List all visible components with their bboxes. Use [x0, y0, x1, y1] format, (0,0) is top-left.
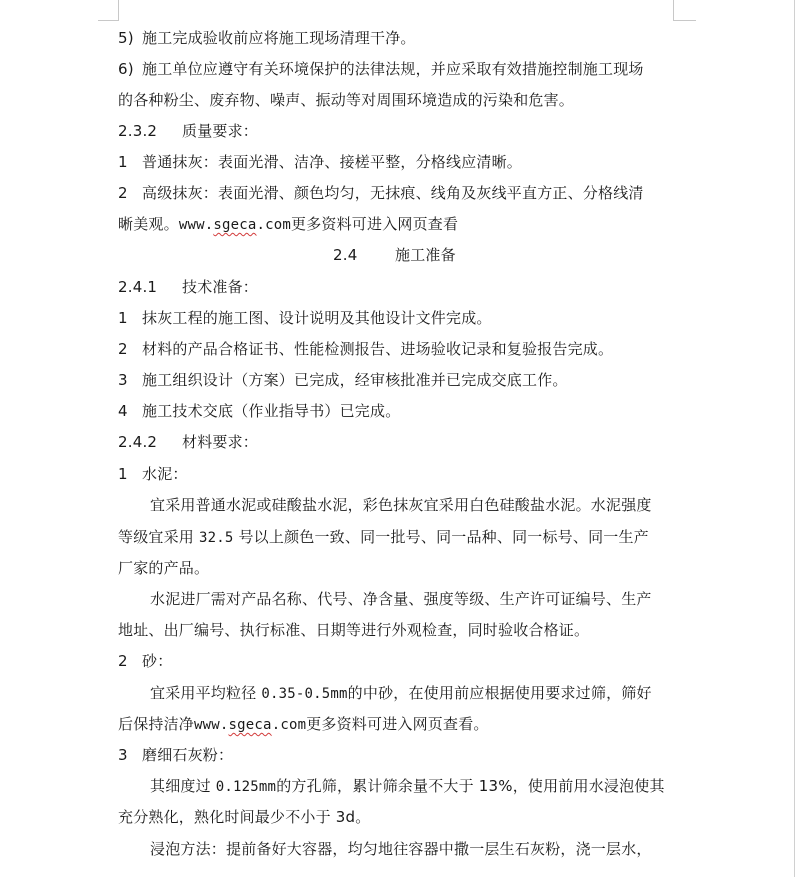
- paragraph-text: 号以上颜色一致、同一批号、同一品种、同一标号、同一生产: [238, 528, 649, 546]
- item-number: 5): [118, 29, 134, 47]
- website-link[interactable]: www.sgeca.com: [178, 217, 291, 233]
- paragraph-text: 施工完成验收前应将施工现场清理干净。: [142, 29, 416, 47]
- paragraph: [118, 807, 370, 827]
- paragraph: [118, 620, 589, 640]
- paragraph-text: 施工单位应遵守有关环境保护的法律法规，并应采取有效措施控制施工现场: [142, 60, 644, 78]
- item-number: 1: [118, 153, 128, 171]
- section-heading: [333, 245, 456, 265]
- paragraph-text: 地址、出厂编号、执行标准、日期等进行外观检查，同时验收合格证。: [118, 621, 590, 639]
- item-number: 6): [118, 60, 134, 78]
- paragraph: [118, 214, 458, 235]
- item-number: 1: [118, 309, 128, 327]
- item-number: 3: [118, 371, 128, 389]
- paragraph-text: 后保持洁净: [118, 715, 195, 733]
- list-item: [118, 308, 492, 328]
- section-heading: [118, 121, 258, 141]
- section-number: 2.4.1: [118, 278, 158, 296]
- paragraph-text: 晰美观。: [118, 215, 179, 233]
- list-item: [118, 183, 644, 203]
- paragraph: [118, 714, 489, 735]
- paragraph-text: 的方孔筛，累计筛余量不大于 13%，使用前用水浸泡使其: [276, 777, 665, 795]
- paragraph: [150, 683, 652, 704]
- paragraph-text: 浸泡方法：提前备好大容器，均匀地往容器中撒一层生石灰粉，浇一层水，: [150, 840, 652, 858]
- paragraph-text: 材料的产品合格证书、性能检测报告、进场验收记录和复验报告完成。: [142, 340, 614, 358]
- paragraph-text: 高级抹灰：表面光滑、颜色均匀，无抹痕、线角及灰线平直方正、分格线清: [142, 184, 644, 202]
- list-item: [118, 401, 400, 421]
- item-number: 2: [118, 340, 128, 358]
- paragraph-text: 其细度过: [150, 777, 211, 795]
- list-item: [118, 370, 568, 390]
- section-title: 质量要求：: [182, 122, 259, 140]
- paragraph: [118, 90, 574, 110]
- section-title: 施工准备: [395, 246, 456, 264]
- paragraph: [150, 589, 652, 609]
- paragraph-text: 施工技术交底（作业指导书）已完成。: [142, 402, 401, 420]
- item-number: 1: [118, 465, 128, 483]
- list-item: [118, 464, 188, 484]
- section-number: 2.4.2: [118, 433, 158, 451]
- numeric-value: 0.35-0.5mm: [261, 686, 348, 702]
- paragraph-text: 施工组织设计（方案）已完成，经审核批准并已完成交底工作。: [142, 371, 568, 389]
- paragraph: [118, 28, 416, 48]
- paragraph-text: 抹灰工程的施工图、设计说明及其他设计文件完成。: [142, 309, 492, 327]
- section-title: 技术准备：: [182, 278, 259, 296]
- list-item: [118, 745, 233, 765]
- item-number: 2: [118, 652, 128, 670]
- paragraph-text: 普通抹灰：表面光滑、洁净、接槎平整，分格线应清晰。: [142, 153, 523, 171]
- list-item: [118, 152, 522, 172]
- numeric-value: 32.5: [198, 530, 234, 546]
- paragraph-text: 水泥进厂需对产品名称、代号、净含量、强度等级、生产许可证编号、生产: [150, 590, 652, 608]
- paragraph: [150, 839, 652, 859]
- paragraph-text: 更多资料可进入网页查看。: [306, 715, 489, 733]
- section-title: 材料要求：: [182, 433, 259, 451]
- paragraph: [118, 527, 649, 548]
- website-link[interactable]: www.sgeca.com: [194, 717, 307, 733]
- paragraph-text: 充分熟化，熟化时间最少不小于 3d。: [118, 808, 371, 826]
- section-number: 2.4: [333, 246, 358, 264]
- numeric-value: 0.125mm: [215, 779, 277, 795]
- paragraph-text: 磨细石灰粉：: [142, 746, 234, 764]
- item-number: 2: [118, 184, 128, 202]
- list-item: [118, 651, 172, 671]
- crop-mark-right: [673, 0, 696, 21]
- item-number: 4: [118, 402, 128, 420]
- paragraph-text: 厂家的产品。: [118, 559, 210, 577]
- paragraph-text: 的各种粉尘、废弃物、噪声、振动等对周围环境造成的污染和危害。: [118, 91, 575, 109]
- paragraph-text: 水泥：: [142, 465, 188, 483]
- paragraph: [118, 59, 644, 79]
- paragraph: [150, 776, 665, 797]
- section-heading: [118, 277, 258, 297]
- section-heading: [118, 432, 258, 452]
- paragraph-text: 宜采用普通水泥或硅酸盐水泥，彩色抹灰宜采用白色硅酸盐水泥。水泥强度: [150, 496, 652, 514]
- paragraph-text: 更多资料可进入网页查看: [291, 215, 459, 233]
- paragraph: [150, 495, 652, 515]
- crop-mark-left: [98, 0, 119, 21]
- item-number: 3: [118, 746, 128, 764]
- paragraph: [118, 558, 209, 578]
- list-item: [118, 339, 613, 359]
- section-number: 2.3.2: [118, 122, 158, 140]
- paragraph-text: 的中砂，在使用前应根据使用要求过筛，筛好: [347, 684, 652, 702]
- paragraph-text: 等级宜采用: [118, 528, 195, 546]
- paragraph-text: 砂：: [142, 652, 173, 670]
- paragraph-text: 宜采用平均粒径: [150, 684, 257, 702]
